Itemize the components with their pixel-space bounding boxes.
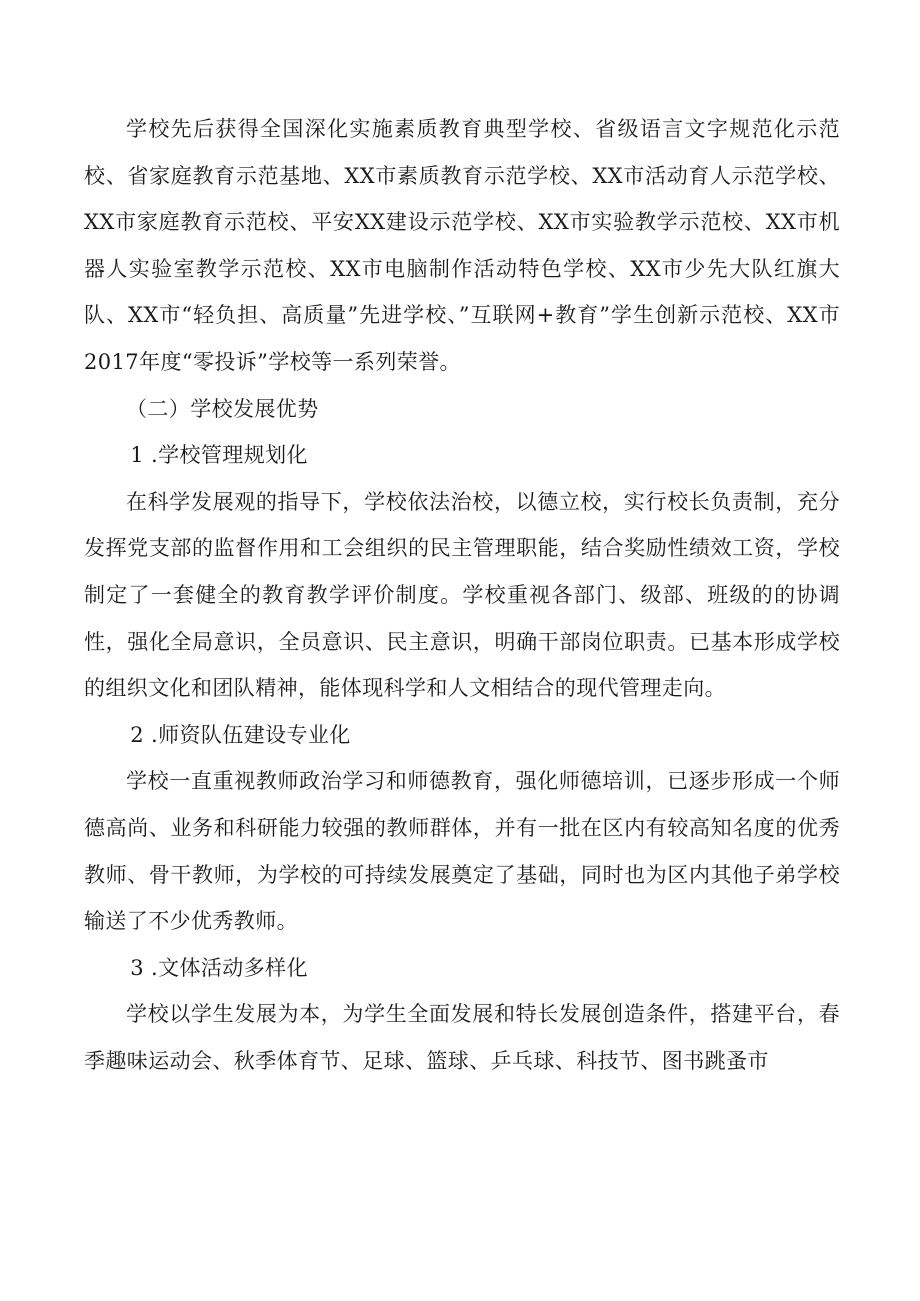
- paragraph-honors: 学校先后获得全国深化实施素质教育典型学校、省级语言文字规范化示范校、省家庭教育示范基地、XX市素质教育示范学校、XX市活动育人示范学校、XX市家庭教育示范校、平安XX建设示范学校、XX市实验教学示范校、XX市机器人实验室教学示范校、XX市电脑制作活动特色学校、XX市少先大队红旗大队、XX市“轻负担、高质量”先进学校、”互联网+教育”学生创新示范校、XX市2017年度“零投诉”学校等一系列荣誉。: [84, 117, 840, 374]
- paragraph-management: 在科学发展观的指导下，学校依法治校，以德立校，实行校长负责制，充分发挥党支部的监督作用和工会组织的民主管理职能，结合奖励性绩效工资，学校制定了一套健全的教育教学评价制度。学校重视各部门、级部、班级的的协调性，强化全局意识，全员意识、民主意识，明确干部岗位职责。已基本形成学校的组织文化和团队精神，能体现科学和人文相结合的现代管理走向。: [84, 489, 840, 701]
- subheading-management: 1 .学校管理规划化: [130, 443, 308, 468]
- paragraph-activities: 学校以学生发展为本，为学生全面发展和特长发展创造条件，搭建平台，春季趣味运动会、秋季体育节、足球、篮球、乒乓球、科技节、图书跳蚤市: [84, 1002, 840, 1073]
- paragraph-teachers: 学校一直重视教师政治学习和师德教育，强化师德培训，已逐步形成一个师德高尚、业务和科研能力较强的教师群体，并有一批在区内有较高知名度的优秀教师、骨干教师，为学校的可持续发展奠定了基础，同时也为区内其他子弟学校输送了不少优秀教师。: [84, 769, 840, 934]
- document-page: [84, 106, 840, 1084]
- section-heading-development-advantages: （二）学校发展优势: [126, 396, 319, 421]
- subheading-activities: 3 .文体活动多样化: [130, 955, 308, 980]
- subheading-teachers: 2 .师资队伍建设专业化: [130, 722, 351, 747]
